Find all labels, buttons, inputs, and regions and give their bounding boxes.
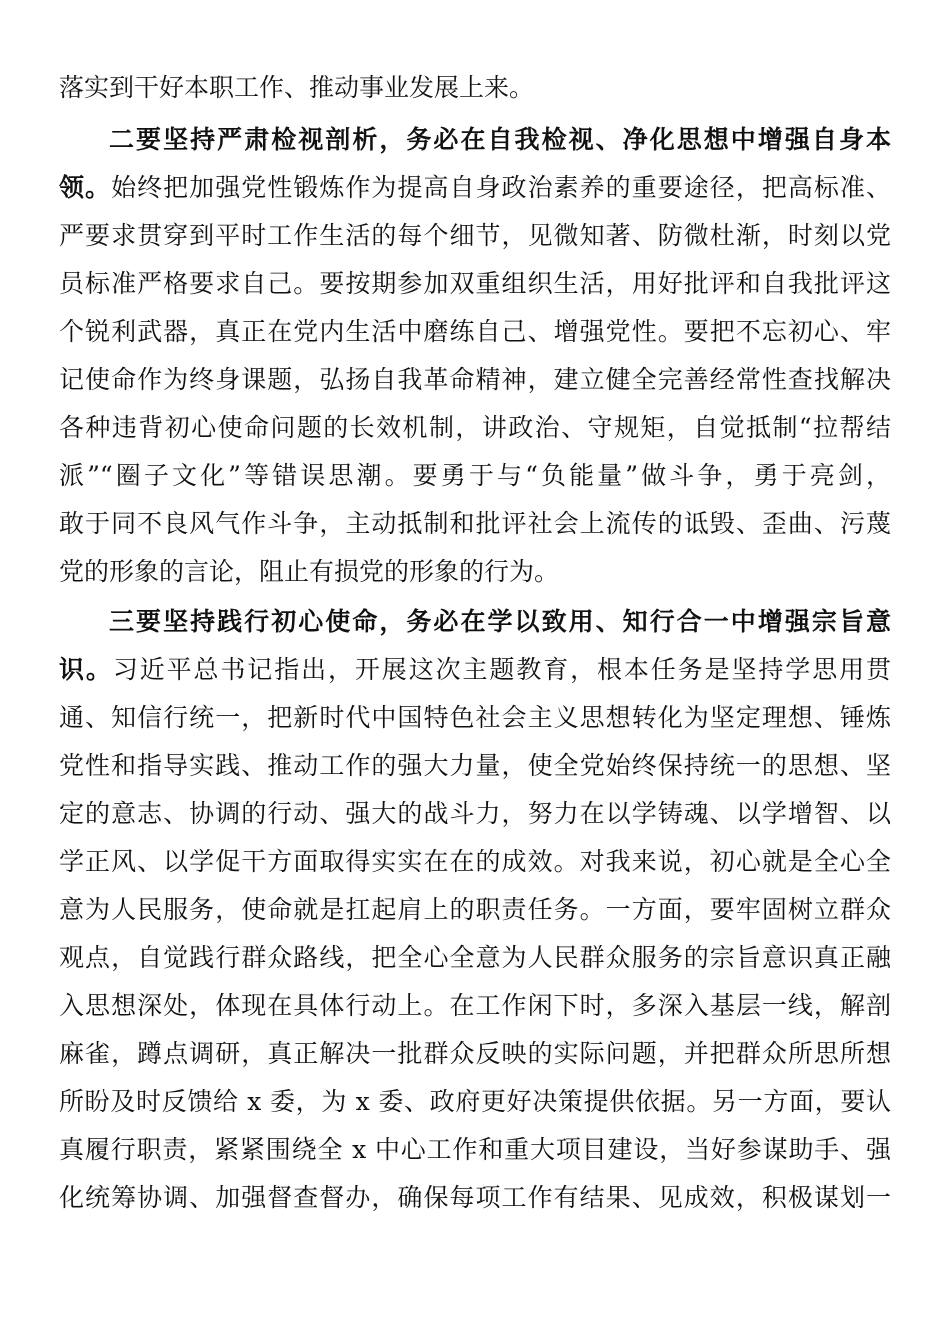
text-line: 化统筹协调、加强督查督办，确保每项工作有结果、见成效，积极谋划一 <box>59 1183 891 1212</box>
text-line: 真履行职责，紧紧围绕全 x 中心工作和重大项目建设，当好参谋助手、强 <box>59 1135 891 1164</box>
text-line: 观点，自觉践行群众路线，把全心全意为人民群众服务的宗旨意识真正融 <box>59 943 891 972</box>
text-line: 定的意志、协调的行动、强大的战斗力，努力在以学铸魂、以学增智、以 <box>59 799 891 828</box>
text-line: 员标准严格要求自己。要按期参加双重组织生活，用好批评和自我批评这 <box>59 269 891 298</box>
paragraph-heading: 二要坚持严肃检视剖析，务必在自我检视、净化思想中增强自身本 <box>109 125 891 154</box>
text-line: 通、知信行统一，把新时代中国特色社会主义思想转化为坚定理想、锤炼 <box>59 703 891 732</box>
text-line: 严要求贯穿到平时工作生活的每个细节，见微知著、防微杜渐，时刻以党 <box>59 221 891 250</box>
paragraph-heading-end: 领。 <box>59 173 112 202</box>
text-line: 派”“圈子文化”等错误思潮。要勇于与“负能量”做斗争，勇于亮剑， <box>59 461 891 490</box>
text-line: 所盼及时反馈给 x 委，为 x 委、政府更好决策提供依据。另一方面，要认 <box>59 1087 891 1116</box>
paragraph-heading-end: 识。 <box>59 655 113 684</box>
text-line: 个锐利武器，真正在党内生活中磨练自己、增强党性。要把不忘初心、牢 <box>59 317 891 346</box>
text-segment: 始终把加强党性锻炼作为提高自身政治素养的重要途径，把高标准、 <box>111 173 891 202</box>
text-line: 党的形象的言论，阻止有损党的形象的行为。 <box>59 557 560 586</box>
text-line: 各种违背初心使命问题的长效机制，讲政治、守规矩，自觉抵制“拉帮结 <box>59 413 891 442</box>
text-line: 入思想深处，体现在具体行动上。在工作闲下时，多深入基层一线，解剖 <box>59 991 891 1020</box>
text-line: 党性和指导实践、推动工作的强大力量，使全党始终保持统一的思想、坚 <box>59 751 891 780</box>
text-segment: 习近平总书记指出，开展这次主题教育，根本任务是坚持学思用贯 <box>112 655 891 684</box>
text-line <box>59 168 891 208</box>
text-line: 落实到干好本职工作、推动事业发展上来。 <box>59 73 535 102</box>
text-line <box>59 650 891 690</box>
paragraph-heading: 三要坚持践行初心使命，务必在学以致用、知行合一中增强宗旨意 <box>109 607 891 636</box>
text-line: 意为人民服务，使命就是扛起肩上的职责任务。一方面，要牢固树立群众 <box>59 895 891 924</box>
text-line: 记使命作为终身课题，弘扬自我革命精神，建立健全完善经常性查找解决 <box>59 365 891 394</box>
text-line: 学正风、以学促干方面取得实实在在的成效。对我来说，初心就是全心全 <box>59 847 891 876</box>
text-line: 麻雀，蹲点调研，真正解决一批群众反映的实际问题，并把群众所思所想 <box>59 1039 891 1068</box>
text-line: 敢于同不良风气作斗争，主动抵制和批评社会上流传的诋毁、歪曲、污蔑 <box>59 509 891 538</box>
